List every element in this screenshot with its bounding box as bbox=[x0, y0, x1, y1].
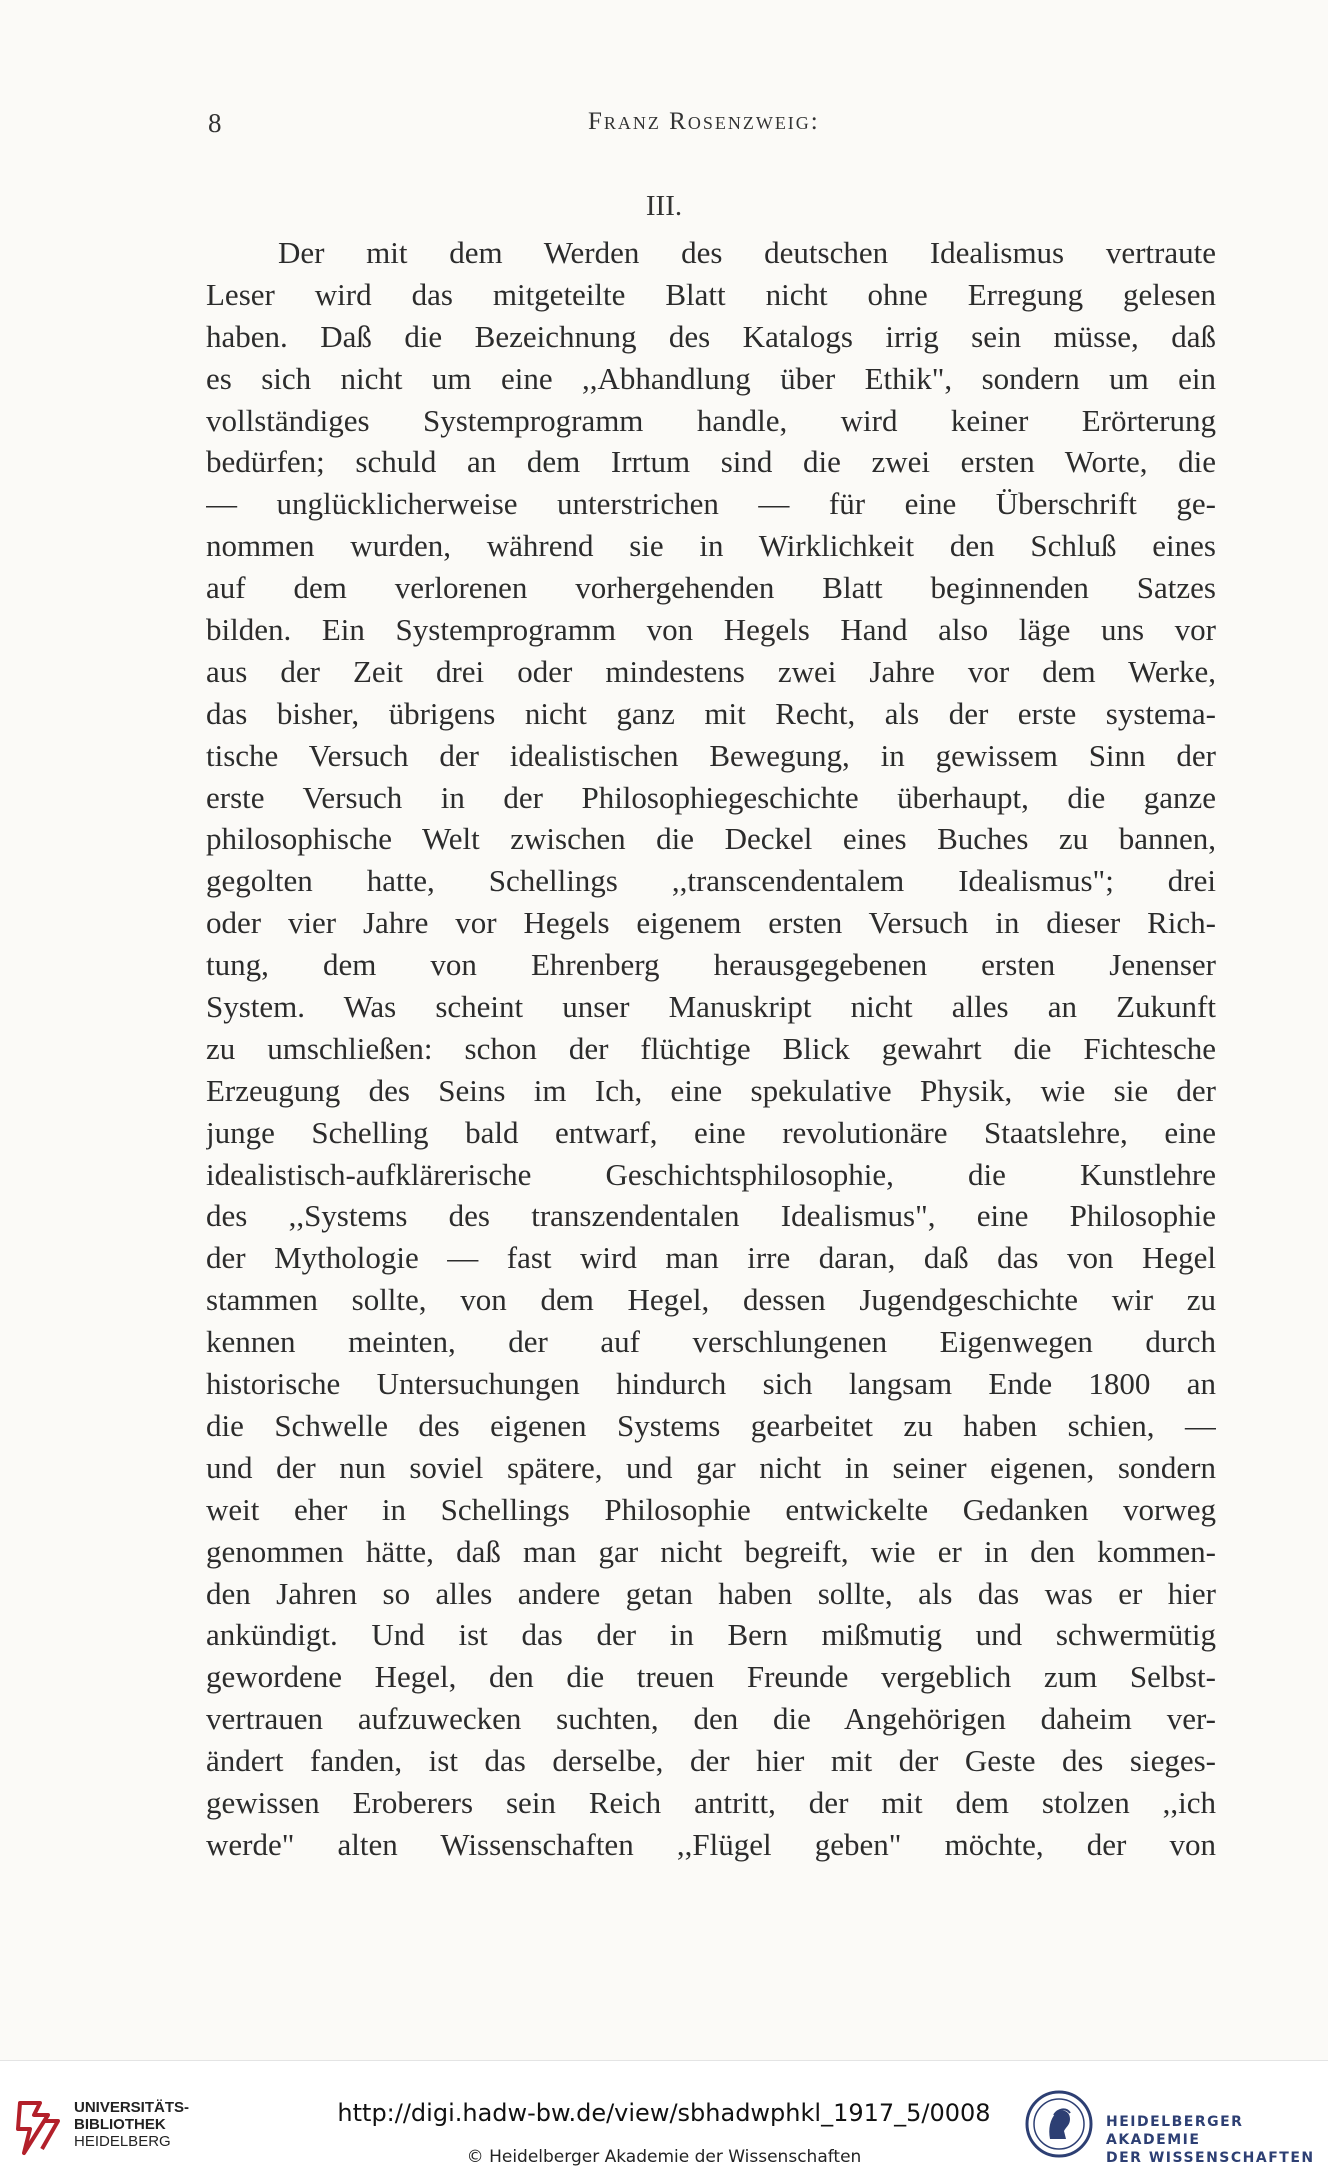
running-title: Franz Rosenzweig: bbox=[588, 108, 820, 135]
library-city: HEIDELBERG bbox=[74, 2133, 171, 2150]
text-line: vertrauen aufzuwecken suchten, den die Angehörigen daheim ver- bbox=[206, 1701, 1216, 1737]
text-line: weit eher in Schellings Philosophie entwickelte Gedanken vorweg bbox=[206, 1491, 1216, 1527]
text-line: ankündigt. Und ist das der in Bern mißmutig und schwermütig bbox=[206, 1617, 1216, 1653]
text-line: werde" alten Wissenschaften ,,Flügel geben" möchte, der von bbox=[206, 1826, 1216, 1862]
text-line: Leser wird das mitgeteilte Blatt nicht ohne Erregung gelesen bbox=[206, 276, 1216, 312]
footer-bar bbox=[0, 2060, 1328, 2184]
text-line: kennen meinten, der auf verschlungenen Eigenwegen durch bbox=[206, 1324, 1216, 1360]
text-line: erste Versuch in der Philosophiegeschichte überhaupt, die ganze bbox=[206, 779, 1216, 815]
academy-name bbox=[1106, 2113, 1328, 2167]
text-line: vollständiges Systemprogramm handle, wird keiner Erörterung bbox=[206, 402, 1216, 438]
text-line: gegolten hatte, Schellings ,,transcendentalem Idealismus"; drei bbox=[206, 863, 1216, 899]
section-heading: III. bbox=[645, 190, 683, 222]
text-line: zu umschließen: schon der flüchtige Blick gewahrt die Fichtesche bbox=[206, 1030, 1216, 1066]
text-line: ändert fanden, ist das derselbe, der hier mit der Geste des sieges- bbox=[206, 1743, 1216, 1779]
text-line: die Schwelle des eigenen Systems gearbeitet zu haben schien, — bbox=[206, 1407, 1216, 1443]
text-line: junge Schelling bald entwarf, eine revolutionäre Staatslehre, eine bbox=[206, 1114, 1216, 1150]
academy-seal-icon bbox=[1024, 2089, 1094, 2159]
text-line: der Mythologie — fast wird man irre daran, daß das von Hegel bbox=[206, 1240, 1216, 1276]
text-line: haben. Daß die Bezeichnung des Katalogs irrig sein müsse, daß bbox=[206, 318, 1216, 354]
text-line: Der mit dem Werden des deutschen Idealismus vertraute bbox=[278, 235, 1216, 270]
page-number: 8 bbox=[208, 108, 222, 138]
academy-name-line1: HEIDELBERGER AKADEMIE bbox=[1106, 2114, 1244, 2148]
document-url-link[interactable]: http://digi.hadw-bw.de/view/sbhadwphkl_1917_5/0008 bbox=[337, 2099, 991, 2127]
running-head bbox=[208, 108, 1218, 148]
text-line: gewordene Hegel, den die treuen Freunde vergeblich zum Selbst- bbox=[206, 1659, 1216, 1695]
text-line: und der nun soviel spätere, und gar nicht in seiner eigenen, sondern bbox=[206, 1449, 1216, 1485]
text-line: philosophische Welt zwischen die Deckel eines Buches zu bannen, bbox=[206, 821, 1216, 857]
text-line: auf dem verlorenen vorhergehenden Blatt beginnenden Satzes bbox=[206, 570, 1216, 606]
text-line: bedürfen; schuld an dem Irrtum sind die zwei ersten Worte, die bbox=[206, 444, 1216, 480]
text-line: System. Was scheint unser Manuskript nicht alles an Zukunft bbox=[206, 989, 1216, 1025]
academy-name-line2: DER WISSENSCHAFTEN bbox=[1106, 2150, 1315, 2166]
text-line: historische Untersuchungen hindurch sich langsam Ende 1800 an bbox=[206, 1366, 1216, 1402]
library-name-line1: UNIVERSITÄTS- bbox=[74, 2099, 190, 2116]
text-line: gewissen Eroberers sein Reich antritt, der mit dem stolzen ,,ich bbox=[206, 1784, 1216, 1820]
body-paragraph bbox=[206, 232, 1216, 1866]
text-line: idealistisch-aufklärerische Geschichtsphilosophie, die Kunstlehre bbox=[206, 1156, 1216, 1192]
library-name-line2: BIBLIOTHEK bbox=[74, 2116, 166, 2133]
text-line: tische Versuch der idealistischen Bewegung, in gewissem Sinn der bbox=[206, 737, 1216, 773]
text-line: Erzeugung des Seins im Ich, eine spekulative Physik, wie sie der bbox=[206, 1072, 1216, 1108]
text-line: das bisher, übrigens nicht ganz mit Recht, als der erste systema- bbox=[206, 695, 1216, 731]
text-line: bilden. Ein Systemprogramm von Hegels Hand also läge uns vor bbox=[206, 612, 1216, 648]
text-line: stammen sollte, von dem Hegel, dessen Jugendgeschichte wir zu bbox=[206, 1282, 1216, 1318]
copyright-notice: © Heidelberger Akademie der Wissenschaften bbox=[466, 2147, 862, 2167]
text-line: es sich nicht um eine ,,Abhandlung über Ethik", sondern um ein bbox=[206, 360, 1216, 396]
text-line: oder vier Jahre vor Hegels eigenem ersten Versuch in dieser Rich- bbox=[206, 905, 1216, 941]
text-line: genommen hätte, daß man gar nicht begreift, wie er in den kommen- bbox=[206, 1533, 1216, 1569]
text-line: aus der Zeit drei oder mindestens zwei Jahre vor dem Werke, bbox=[206, 653, 1216, 689]
text-line: — unglücklicherweise unterstrichen — für eine Überschrift ge- bbox=[206, 486, 1216, 522]
text-line: tung, dem von Ehrenberg herausgegebenen ersten Jenenser bbox=[206, 947, 1216, 983]
text-line: des ,,Systems des transzendentalen Idealismus", eine Philosophie bbox=[206, 1198, 1216, 1234]
text-line: den Jahren so alles andere getan haben sollte, als das was er hier bbox=[206, 1575, 1216, 1611]
text-line: nommen wurden, während sie in Wirklichkeit den Schluß eines bbox=[206, 528, 1216, 564]
